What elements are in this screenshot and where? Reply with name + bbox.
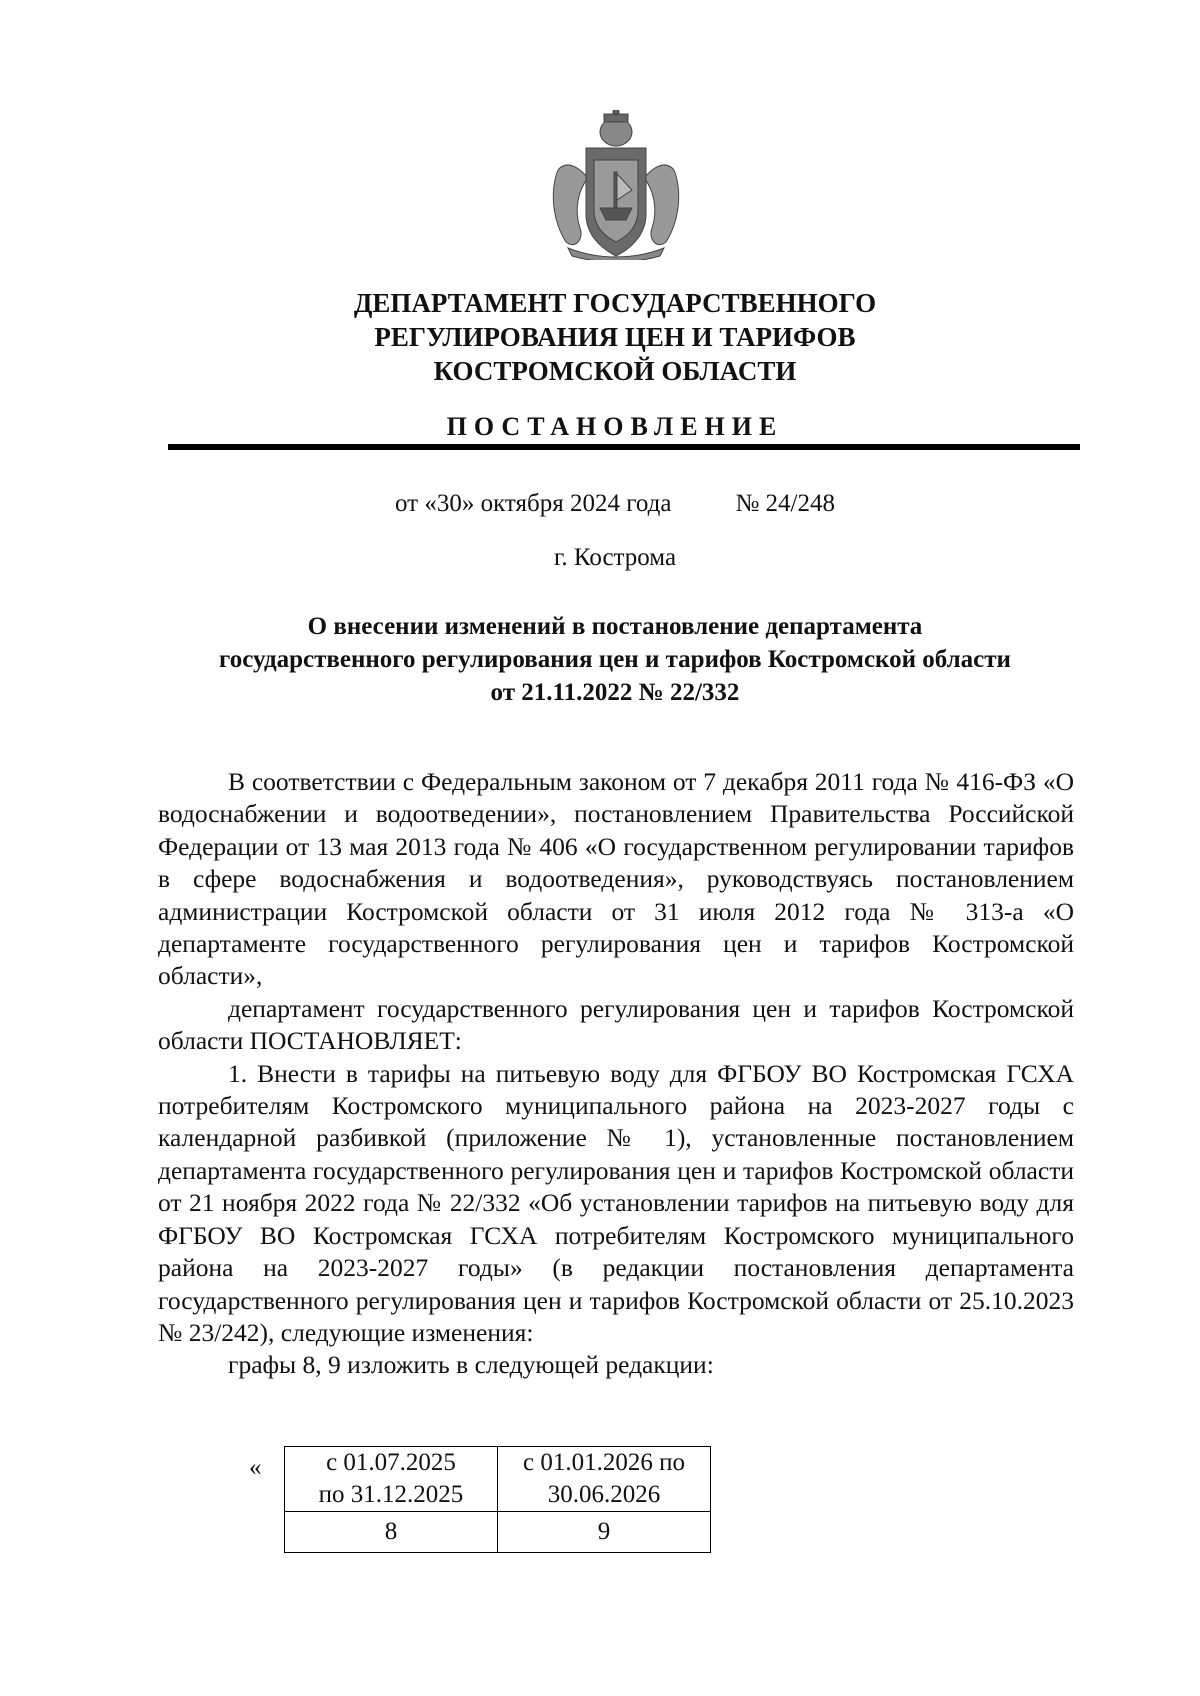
- opening-quote-mark: «: [249, 1454, 262, 1481]
- subject-line: от 21.11.2022 № 22/332: [490, 679, 740, 706]
- header-cell-line: по 31.12.2025: [318, 1481, 464, 1508]
- table-header-row: [285, 1447, 711, 1512]
- header-cell-col9: [498, 1447, 711, 1512]
- tariff-table: [284, 1446, 711, 1553]
- department-line: ДЕПАРТАМЕНТ ГОСУДАРСТВЕННОГО: [353, 288, 877, 318]
- header-cell-line: с 01.07.2025: [326, 1449, 456, 1476]
- column-number-cell: 8: [285, 1512, 498, 1553]
- document-subject: [150, 610, 1080, 709]
- document-city: г. Кострома: [553, 544, 677, 571]
- department-line: РЕГУЛИРОВАНИЯ ЦЕН И ТАРИФОВ: [374, 322, 856, 352]
- body-paragraph: графы 8, 9 изложить в следующей редакции:: [228, 1350, 714, 1380]
- header-divider: [168, 444, 1080, 450]
- subject-line: государственного регулирования цен и тарифов Костромской области: [219, 646, 1011, 673]
- department-line: КОСТРОМСКОЙ ОБЛАСТИ: [433, 356, 797, 386]
- document-type-title: ПОСТАНОВЛЕНИЕ: [446, 412, 784, 441]
- header-cell-col8: [285, 1447, 498, 1512]
- document-number: № 24/248: [735, 490, 835, 517]
- column-number-cell: 9: [498, 1512, 711, 1553]
- body-paragraph: департамент государственного регулирования цен и тарифов Костромской области ПОСТАНОВЛЯЕТ:: [158, 993, 1074, 1056]
- table-row: [285, 1512, 711, 1553]
- department-name: [150, 286, 1080, 388]
- date-number-line: [150, 490, 1080, 518]
- coat-of-arms-emblem: [548, 110, 684, 260]
- document-body: [158, 766, 1074, 1382]
- body-paragraph: 1. Внести в тарифы на питьевую воду для ФГБОУ ВО Костромская ГСХА потребителям Костромского муниципального района на 2023-2027 годы с календарной разбивкой (приложение № 1), установленные постановлением департамента государственного регулирования цен и тарифов Костромской области от 21 ноября 2022 года № 22/332 «Об установлении тарифов на питьевую воду для ФГБОУ ВО Костромская ГСХА потребителям Костромского муниципального района на 2023-2027 годы» (в редакции постановления департамента государственного регулирования цен и тарифов Костромской области от 25.10.2023 № 23/242), следующие изменения:: [158, 1058, 1074, 1347]
- subject-line: О внесении изменений в постановление департамента: [307, 613, 923, 640]
- header-cell-line: с 01.01.2026 по: [523, 1449, 685, 1476]
- body-paragraph: В соответствии с Федеральным законом от 7 декабря 2011 года № 416-ФЗ «О водоснабжении и водоотведении», постановлением Правительства Российской Федерации от 13 мая 2013 года № 406 «О государственном регулировании тарифов в сфере водоснабжения и водоотведения», руководствуясь постановлением администрации Костромской области от 31 июля 2012 года № 313-а «О департаменте государственного регулирования цен и тарифов Костромской области»,: [158, 767, 1074, 991]
- document-date: от «30» октября 2024 года: [394, 490, 672, 517]
- header-cell-line: 30.06.2026: [547, 1481, 661, 1508]
